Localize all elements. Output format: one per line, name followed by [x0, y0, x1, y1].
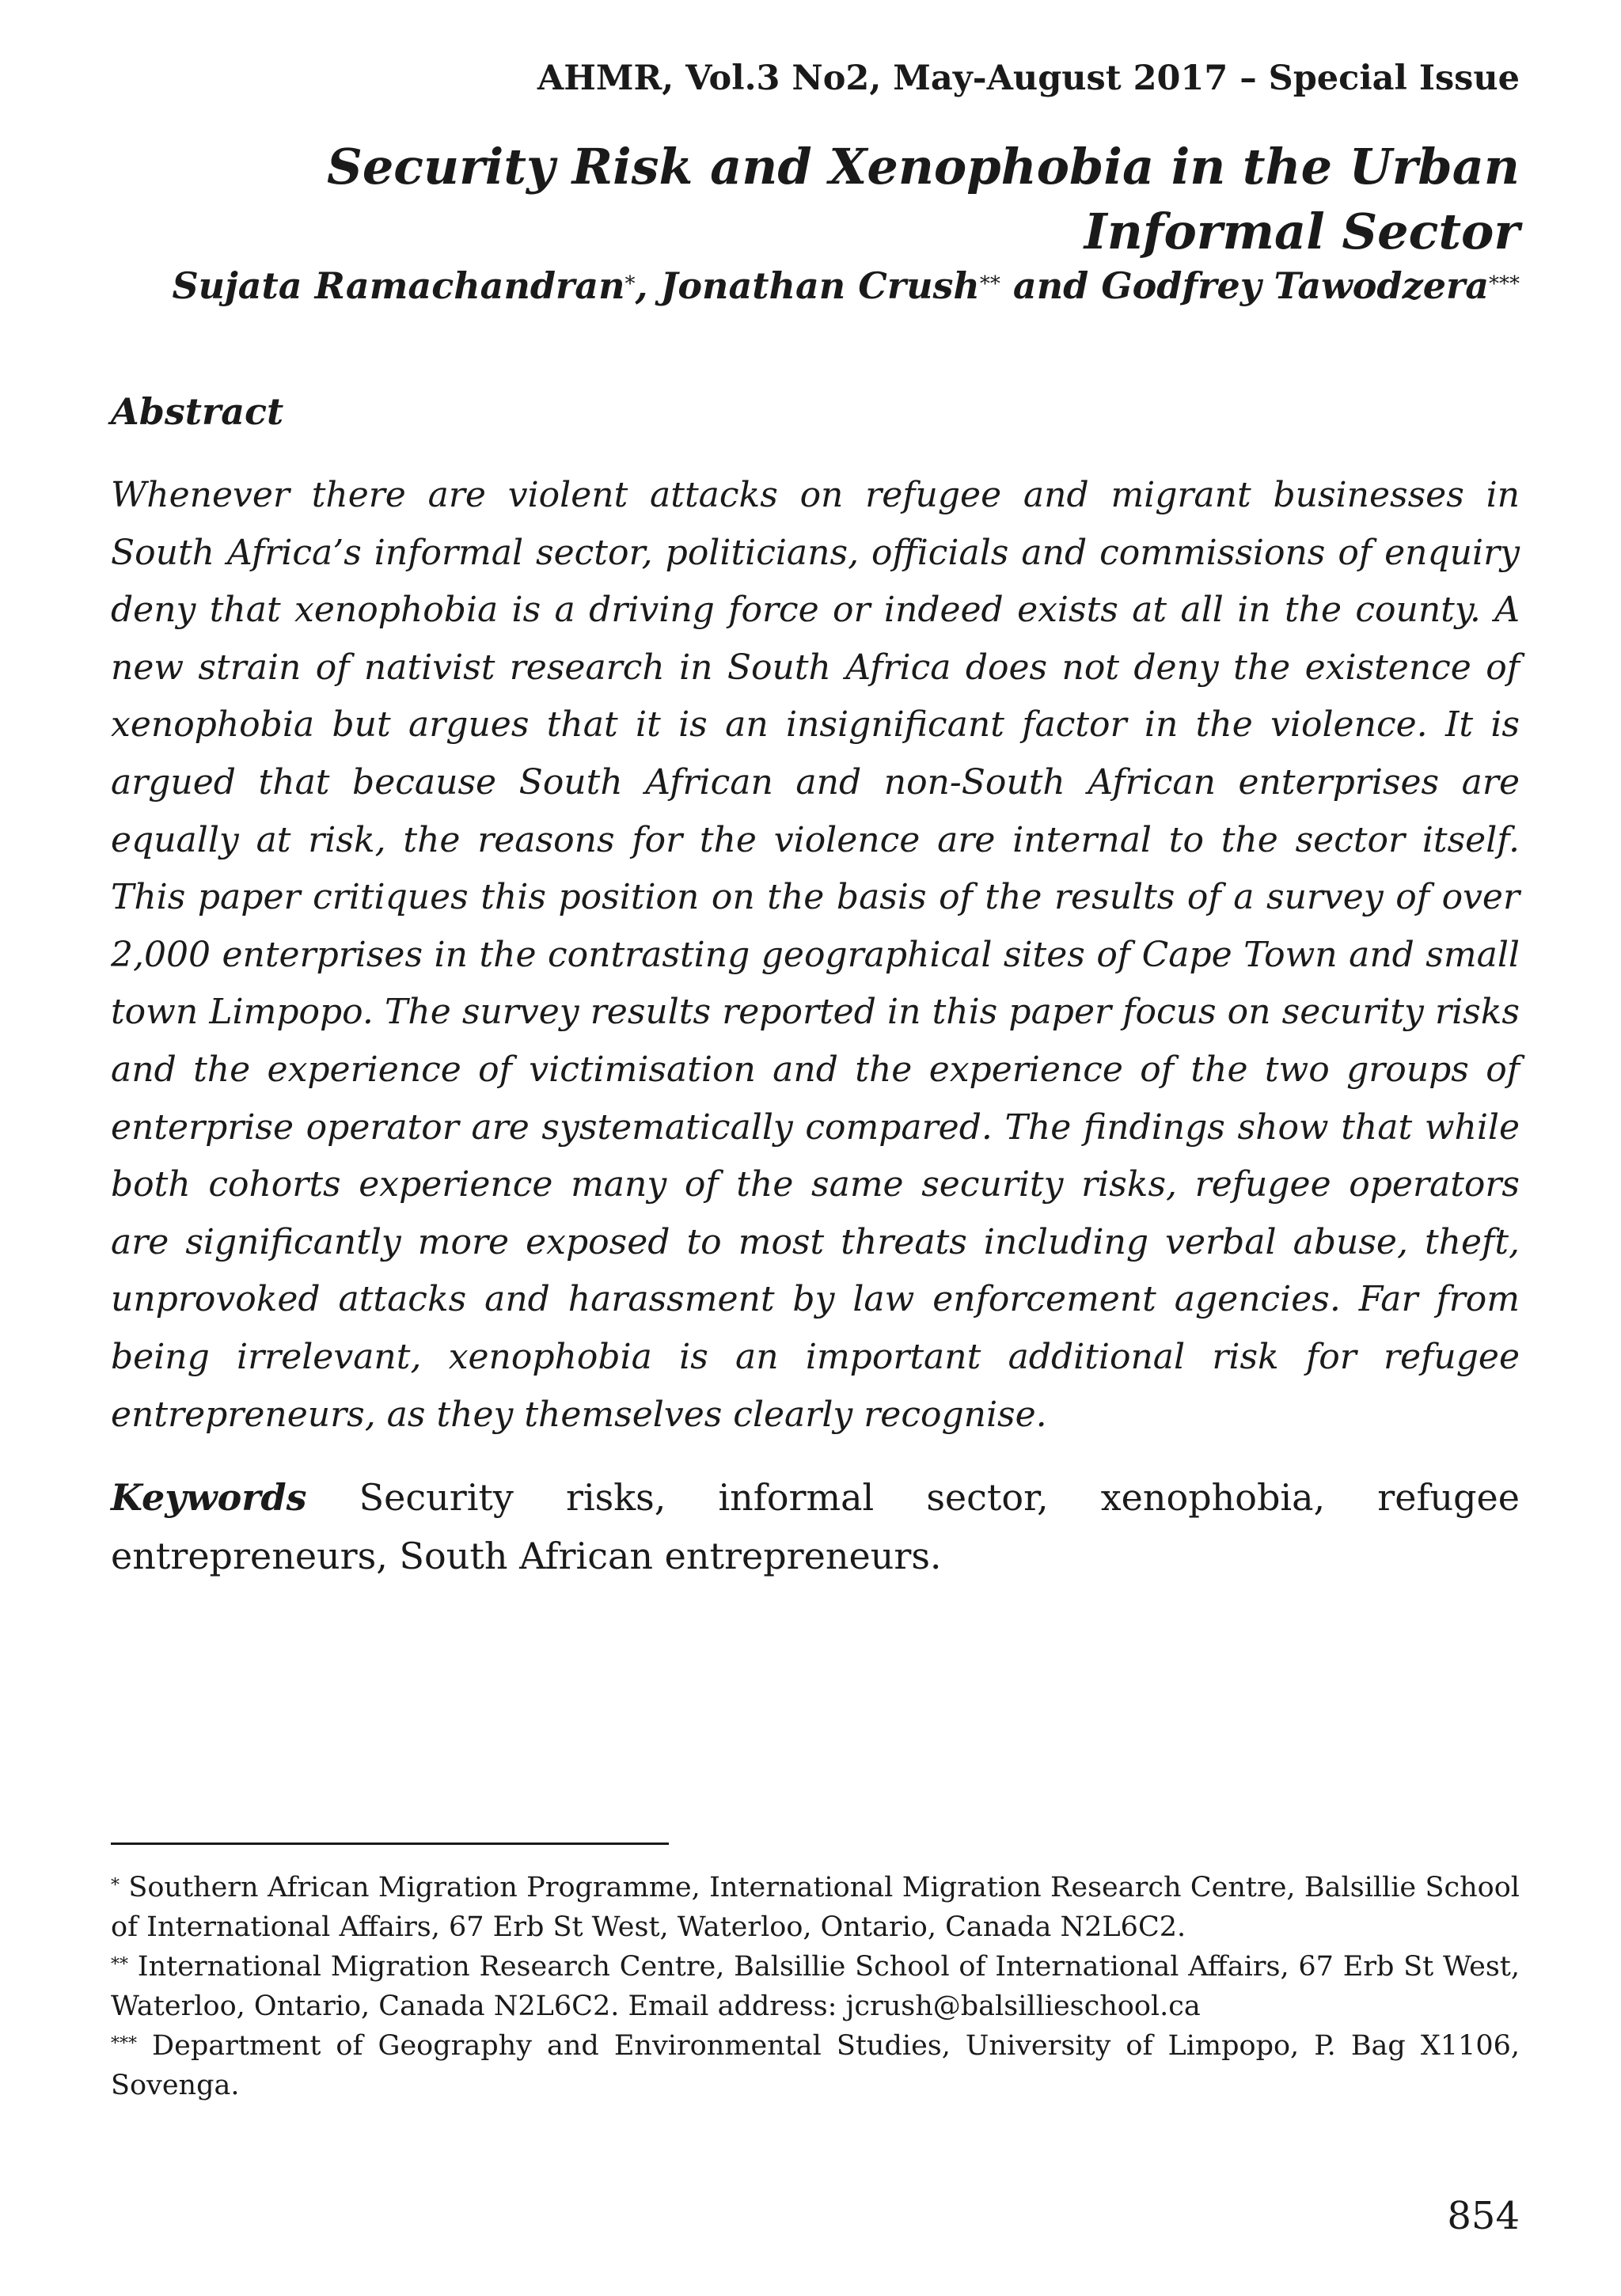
keywords-text: Security risks, informal sector, xenophobia, refugee entrepreneurs, South African entrepreneurs. — [111, 1476, 1520, 1577]
author-name: Sujata Ramachandran — [172, 264, 625, 307]
abstract-heading: Abstract — [111, 390, 284, 433]
running-head: AHMR, Vol.3 No2, May-August 2017 – Special Issue — [537, 59, 1520, 98]
footnote-mark: * — [111, 1876, 120, 1896]
keywords-paragraph — [111, 1468, 1520, 1585]
author-name: Godfrey Tawodzera — [1101, 264, 1489, 307]
author-footnote-mark: ** — [979, 272, 1000, 296]
author-footnote-mark: *** — [1489, 272, 1520, 296]
footnote-text: International Migration Research Centre, Balsillie School of International Affairs, 67 Erb St West, Waterloo, Ontario, Canada N2L6C2. Email address: jcrush@balsillieschool.ca — [111, 1951, 1520, 2022]
page-number: 854 — [1447, 2194, 1520, 2238]
footnote-text: Southern African Migration Programme, International Migration Research Centre, Balsillie School of International Affairs, 67 Erb St West, Waterloo, Ontario, Canada N2L6C2. — [111, 1872, 1520, 1943]
author-line — [109, 261, 1520, 310]
abstract-text: Whenever there are violent attacks on refugee and migrant businesses in South Africa’s informal sector, politicians, officials and commissions of enquiry deny that xenophobia is a driving force or indeed exists at all in the county. A new strain of nativist research in South Africa does not deny the existence of xenophobia but argues that it is an insignificant factor in the violence. It is argued that because South African and non-South African enterprises are equally at risk, the reasons for the violence are internal to the sector itself. This paper critiques this position on the basis of the results of a survey of over 2,000 enterprises in the contrasting geographical sites of Cape Town and small town Limpopo. The survey results reported in this paper focus on security risks and the experience of victimisation and the experience of the two groups of enterprise operator are systematically compared. The findings show that while both cohorts experience many of the same security risks, refugee operators are significantly more exposed to most threats including verbal abuse, theft, unprovoked attacks and harassment by law enforcement agencies. Far from being irrelevant, xenophobia is an important additional risk for refugee entrepreneurs, as they themselves clearly recognise. — [111, 475, 1520, 1435]
footnote — [111, 1868, 1520, 1947]
article-title: Security Risk and Xenophobia in the Urban Informal Sector — [327, 138, 1520, 260]
footnote — [111, 2026, 1520, 2105]
footnote-divider — [111, 1842, 669, 1845]
footnote-mark: *** — [111, 2034, 137, 2054]
footnotes — [111, 1868, 1520, 2105]
footnote-mark: ** — [111, 1955, 128, 1975]
footnote — [111, 1947, 1520, 2026]
author-separator: and — [1000, 264, 1102, 307]
author-footnote-mark: * — [624, 272, 636, 296]
author-separator: , — [635, 264, 661, 307]
author-name: Jonathan Crush — [660, 264, 980, 307]
footnote-text: Department of Geography and Environmental Studies, University of Limpopo, P. Bag X1106, Sovenga. — [111, 2030, 1520, 2101]
keywords-label: Keywords — [111, 1476, 307, 1519]
